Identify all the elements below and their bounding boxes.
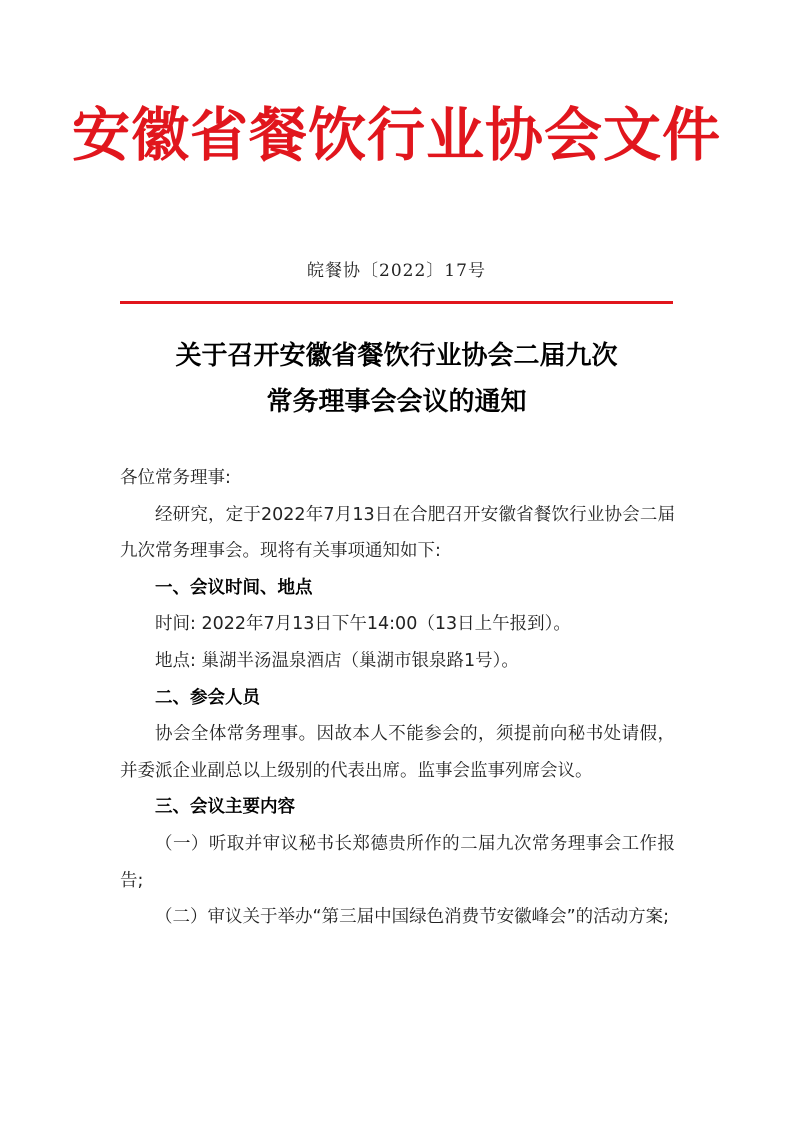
intro-paragraph: 经研究，定于2022年7月13日在合肥召开安徽省餐饮行业协会二届九次常务理事会。现将有关事项通知如下: [120,504,675,562]
org-header-title: 安徽省餐饮行业协会文件 [71,101,721,169]
section-heading-agenda: 三、会议主要内容 [155,797,295,818]
notice-body [120,460,675,936]
salutation: 各位常务理事: [120,468,231,488]
notice-title [0,333,793,425]
agenda-item-1: （一）听取并审议秘书长郑德贵所作的二届九次常务理事会工作报告; [120,833,675,891]
notice-title-line-2: 常务理事会会议的通知 [266,387,527,417]
agenda-item-2: （二）审议关于举办“第三届中国绿色消费节安徽峰会”的活动方案; [155,907,670,928]
attendees-paragraph: 协会全体常务理事。因故本人不能参会的，须提前向秘书处请假，并委派企业副总以上级别的代表出席。监事会监事列席会议。 [120,724,675,781]
meeting-time: 时间: 2022年7月13日下午14:00（13日上午报到）。 [155,614,571,635]
document-number: 皖餐协〔2022〕17号 [307,261,486,281]
notice-title-line-1: 关于召开安徽省餐饮行业协会二届九次 [175,341,618,371]
red-separator-line [120,301,673,304]
meeting-place: 地点: 巢湖半汤温泉酒店（巢湖市银泉路1号）。 [155,650,519,671]
section-heading-attendees: 二、参会人员 [155,687,260,708]
section-heading-time-place: 一、会议时间、地点 [155,577,313,598]
